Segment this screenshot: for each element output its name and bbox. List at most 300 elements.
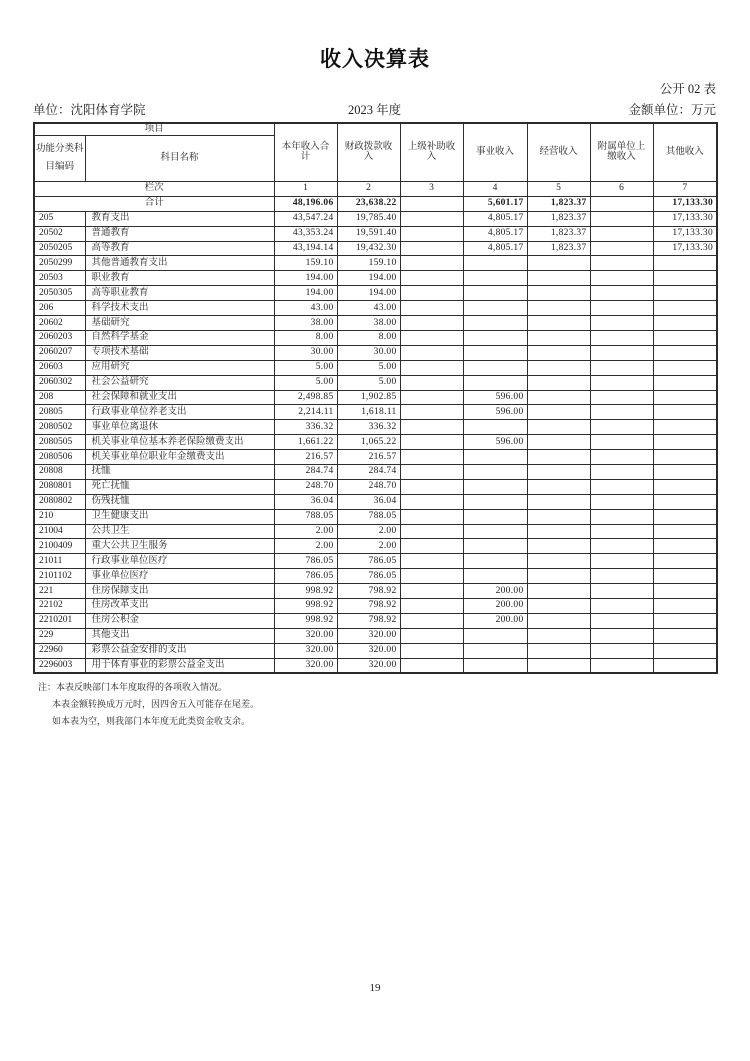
total-value: 1,823.37 <box>527 196 590 211</box>
table-row <box>34 628 717 643</box>
table-row <box>34 479 717 494</box>
row-value <box>653 375 717 390</box>
row-value: 43.00 <box>274 301 337 316</box>
row-value <box>400 316 463 331</box>
row-value <box>527 375 590 390</box>
row-value: 596.00 <box>463 405 527 420</box>
row-value <box>590 226 653 241</box>
row-value: 43.00 <box>337 301 400 316</box>
row-value: 336.32 <box>337 420 400 435</box>
row-value <box>653 554 717 569</box>
row-subject-name: 重大公共卫生服务 <box>85 539 274 554</box>
row-value: 798.92 <box>337 584 400 599</box>
table-body <box>34 196 717 673</box>
note-line: 如本表为空，则我部门本年度无此类资金收支余。 <box>52 715 251 726</box>
row-value <box>590 360 653 375</box>
row-value: 336.32 <box>274 420 337 435</box>
row-value <box>400 375 463 390</box>
table-row <box>34 316 717 331</box>
row-value <box>653 256 717 271</box>
row-value <box>463 494 527 509</box>
row-subject-name: 基础研究 <box>85 316 274 331</box>
row-value <box>590 643 653 658</box>
row-value: 786.05 <box>274 554 337 569</box>
row-value <box>590 390 653 405</box>
row-value: 320.00 <box>337 628 400 643</box>
row-value <box>527 286 590 301</box>
row-value <box>590 569 653 584</box>
row-value <box>653 405 717 420</box>
header-col-superior-subsidy: 上级补助收入 <box>400 123 463 181</box>
row-value <box>463 375 527 390</box>
row-value: 5.00 <box>274 375 337 390</box>
row-value: 194.00 <box>274 271 337 286</box>
header-col-other-income: 其他收入 <box>653 123 717 181</box>
row-subject-name: 职业教育 <box>85 271 274 286</box>
row-value: 2,214.11 <box>274 405 337 420</box>
row-code: 2100409 <box>34 539 85 554</box>
row-value <box>527 256 590 271</box>
row-value: 30.00 <box>274 345 337 360</box>
row-value <box>527 658 590 673</box>
row-code: 2060302 <box>34 375 85 390</box>
row-value <box>527 479 590 494</box>
table-row <box>34 613 717 628</box>
row-value <box>653 420 717 435</box>
row-value: 248.70 <box>274 479 337 494</box>
row-subject-name: 住房改革支出 <box>85 598 274 613</box>
row-value <box>527 435 590 450</box>
row-value: 200.00 <box>463 584 527 599</box>
row-value <box>463 316 527 331</box>
row-code: 2050205 <box>34 241 85 256</box>
row-value <box>590 598 653 613</box>
table-row <box>34 509 717 524</box>
row-value: 2.00 <box>337 524 400 539</box>
row-value: 43,353.24 <box>274 226 337 241</box>
year-label: 2023 年度 <box>347 103 402 117</box>
row-value <box>527 405 590 420</box>
row-value <box>400 256 463 271</box>
row-value <box>653 628 717 643</box>
row-value <box>653 479 717 494</box>
row-value <box>527 301 590 316</box>
table-row <box>34 405 717 420</box>
row-value: 248.70 <box>337 479 400 494</box>
row-value: 4,805.17 <box>463 226 527 241</box>
row-value <box>590 316 653 331</box>
row-value <box>400 539 463 554</box>
row-value: 159.10 <box>337 256 400 271</box>
row-value <box>463 658 527 673</box>
row-value: 38.00 <box>337 316 400 331</box>
column-index-row <box>34 181 717 196</box>
total-value: 5,601.17 <box>463 196 527 211</box>
row-value <box>463 628 527 643</box>
row-value <box>590 554 653 569</box>
row-subject-name: 高等教育 <box>85 241 274 256</box>
row-value <box>527 569 590 584</box>
row-subject-name: 事业单位医疗 <box>85 569 274 584</box>
row-value: 596.00 <box>463 390 527 405</box>
total-value <box>400 196 463 211</box>
table-row <box>34 420 717 435</box>
row-value <box>400 598 463 613</box>
row-value <box>463 524 527 539</box>
table-row <box>34 494 717 509</box>
row-value <box>527 554 590 569</box>
row-subject-name: 机关事业单位基本养老保险缴费支出 <box>85 435 274 450</box>
row-value: 19,432.30 <box>337 241 400 256</box>
row-value: 43,194.14 <box>274 241 337 256</box>
row-value <box>590 256 653 271</box>
row-value <box>527 330 590 345</box>
row-value <box>527 345 590 360</box>
row-value <box>527 494 590 509</box>
page-title: 收入决算表 <box>320 47 430 71</box>
column-index: 7 <box>653 181 717 196</box>
row-value <box>653 494 717 509</box>
row-value <box>590 450 653 465</box>
row-value: 1,823.37 <box>527 226 590 241</box>
row-value <box>527 316 590 331</box>
row-value: 17,133.30 <box>653 226 717 241</box>
column-index-label: 栏次 <box>34 181 274 196</box>
table-row <box>34 598 717 613</box>
row-value: 1,618.11 <box>337 405 400 420</box>
header-col-business-income: 经营收入 <box>527 123 590 181</box>
row-subject-name: 住房公积金 <box>85 613 274 628</box>
row-value: 5.00 <box>337 375 400 390</box>
row-code: 21011 <box>34 554 85 569</box>
column-index: 3 <box>400 181 463 196</box>
row-value: 200.00 <box>463 598 527 613</box>
note-line: 注：本表反映部门本年度取得的各项收入情况。 <box>38 681 228 692</box>
row-code: 20808 <box>34 464 85 479</box>
row-value <box>653 643 717 658</box>
row-value: 798.92 <box>337 613 400 628</box>
row-value <box>400 494 463 509</box>
row-value: 998.92 <box>274 584 337 599</box>
row-value <box>527 464 590 479</box>
row-value <box>400 390 463 405</box>
row-code: 2060207 <box>34 345 85 360</box>
row-value <box>463 509 527 524</box>
row-subject-name: 高等职业教育 <box>85 286 274 301</box>
row-code: 221 <box>34 584 85 599</box>
row-code: 2210201 <box>34 613 85 628</box>
row-subject-name: 彩票公益金安排的支出 <box>85 643 274 658</box>
row-value <box>590 405 653 420</box>
row-value <box>400 301 463 316</box>
row-value <box>400 479 463 494</box>
row-code: 208 <box>34 390 85 405</box>
row-value: 30.00 <box>337 345 400 360</box>
row-value <box>463 420 527 435</box>
table-row <box>34 539 717 554</box>
row-value: 36.04 <box>337 494 400 509</box>
row-value <box>400 345 463 360</box>
row-value <box>527 643 590 658</box>
row-subject-name: 抚恤 <box>85 464 274 479</box>
row-value <box>653 509 717 524</box>
row-value <box>653 539 717 554</box>
row-subject-name: 其他支出 <box>85 628 274 643</box>
row-value: 2,498.85 <box>274 390 337 405</box>
row-value <box>400 211 463 226</box>
row-subject-name: 社会公益研究 <box>85 375 274 390</box>
row-code: 2080502 <box>34 420 85 435</box>
row-value: 17,133.30 <box>653 211 717 226</box>
row-value <box>400 271 463 286</box>
row-value <box>400 658 463 673</box>
row-code: 20805 <box>34 405 85 420</box>
row-subject-name: 行政事业单位医疗 <box>85 554 274 569</box>
total-label: 合计 <box>34 196 274 211</box>
row-value <box>653 598 717 613</box>
row-subject-name: 教育支出 <box>85 211 274 226</box>
row-value: 2.00 <box>274 524 337 539</box>
row-value <box>653 658 717 673</box>
row-code: 2101102 <box>34 569 85 584</box>
row-value <box>590 301 653 316</box>
row-value: 38.00 <box>274 316 337 331</box>
row-value: 320.00 <box>337 658 400 673</box>
row-value: 1,661.22 <box>274 435 337 450</box>
row-value: 596.00 <box>463 435 527 450</box>
row-code: 2080802 <box>34 494 85 509</box>
row-value: 4,805.17 <box>463 211 527 226</box>
row-value <box>590 211 653 226</box>
row-subject-name: 普通教育 <box>85 226 274 241</box>
row-value: 5.00 <box>274 360 337 375</box>
row-subject-name: 住房保障支出 <box>85 584 274 599</box>
row-value: 216.57 <box>337 450 400 465</box>
row-subject-name: 专项技术基础 <box>85 345 274 360</box>
row-value <box>590 524 653 539</box>
row-code: 20502 <box>34 226 85 241</box>
row-value <box>400 286 463 301</box>
row-value: 788.05 <box>274 509 337 524</box>
row-value: 43,547.24 <box>274 211 337 226</box>
table-row <box>34 658 717 673</box>
row-value <box>590 494 653 509</box>
row-value <box>527 613 590 628</box>
row-value <box>463 360 527 375</box>
row-value: 786.05 <box>337 569 400 584</box>
row-value: 320.00 <box>274 658 337 673</box>
row-value: 5.00 <box>337 360 400 375</box>
row-value: 788.05 <box>337 509 400 524</box>
row-value <box>400 360 463 375</box>
form-number-label: 公开 02 表 <box>659 82 716 96</box>
row-value <box>527 509 590 524</box>
revenue-table <box>33 122 718 674</box>
row-value <box>590 286 653 301</box>
column-index: 2 <box>337 181 400 196</box>
row-value <box>590 584 653 599</box>
row-subject-name: 事业单位离退休 <box>85 420 274 435</box>
table-row <box>34 569 717 584</box>
row-value <box>527 420 590 435</box>
row-value <box>527 390 590 405</box>
row-value: 284.74 <box>337 464 400 479</box>
header-subject-name: 科目名称 <box>85 135 274 181</box>
row-value <box>463 539 527 554</box>
row-value: 200.00 <box>463 613 527 628</box>
row-subject-name: 应用研究 <box>85 360 274 375</box>
row-value: 159.10 <box>274 256 337 271</box>
table-row <box>34 554 717 569</box>
row-value <box>653 271 717 286</box>
row-value <box>463 271 527 286</box>
row-value <box>527 584 590 599</box>
table-row <box>34 226 717 241</box>
row-value: 2.00 <box>274 539 337 554</box>
row-code: 2050299 <box>34 256 85 271</box>
row-value <box>400 420 463 435</box>
row-value <box>653 316 717 331</box>
row-subject-name: 公共卫生 <box>85 524 274 539</box>
row-value <box>463 286 527 301</box>
row-value <box>463 464 527 479</box>
row-value: 8.00 <box>274 330 337 345</box>
row-subject-name: 自然科学基金 <box>85 330 274 345</box>
table-header <box>34 123 717 196</box>
table-row <box>34 450 717 465</box>
table-row <box>34 211 717 226</box>
row-value <box>590 464 653 479</box>
row-subject-name: 用于体育事业的彩票公益金支出 <box>85 658 274 673</box>
page-number: 19 <box>369 982 381 994</box>
row-value <box>527 598 590 613</box>
row-subject-name: 其他普通教育支出 <box>85 256 274 271</box>
table-row <box>34 584 717 599</box>
row-value: 1,823.37 <box>527 211 590 226</box>
header-project: 项目 <box>34 123 274 135</box>
row-value <box>590 479 653 494</box>
row-value <box>590 539 653 554</box>
row-value <box>527 360 590 375</box>
row-code: 229 <box>34 628 85 643</box>
row-value <box>653 360 717 375</box>
row-value: 216.57 <box>274 450 337 465</box>
unit-label: 单位：沈阳体育学院 <box>33 103 146 117</box>
row-value <box>590 330 653 345</box>
header-col-total-income: 本年收入合计 <box>274 123 337 181</box>
row-value <box>653 613 717 628</box>
table-row <box>34 375 717 390</box>
row-value <box>590 375 653 390</box>
row-value: 194.00 <box>274 286 337 301</box>
row-code: 2080801 <box>34 479 85 494</box>
row-value <box>653 569 717 584</box>
row-value <box>590 241 653 256</box>
row-value: 36.04 <box>274 494 337 509</box>
row-value: 194.00 <box>337 271 400 286</box>
row-value: 320.00 <box>274 628 337 643</box>
row-value <box>653 345 717 360</box>
row-value <box>527 450 590 465</box>
column-index: 6 <box>590 181 653 196</box>
table-row <box>34 643 717 658</box>
row-value <box>653 301 717 316</box>
row-value <box>463 479 527 494</box>
row-value: 4,805.17 <box>463 241 527 256</box>
column-index: 1 <box>274 181 337 196</box>
row-value <box>463 450 527 465</box>
table-row <box>34 241 717 256</box>
row-value: 284.74 <box>274 464 337 479</box>
row-value <box>653 524 717 539</box>
table-row <box>34 435 717 450</box>
row-code: 206 <box>34 301 85 316</box>
row-code: 2296003 <box>34 658 85 673</box>
row-value <box>463 569 527 584</box>
row-value <box>400 464 463 479</box>
row-value <box>653 390 717 405</box>
row-code: 20503 <box>34 271 85 286</box>
total-value: 48,196.06 <box>274 196 337 211</box>
row-code: 21004 <box>34 524 85 539</box>
row-value <box>653 286 717 301</box>
row-value: 998.92 <box>274 613 337 628</box>
row-value: 19,591.40 <box>337 226 400 241</box>
row-value <box>400 450 463 465</box>
row-subject-name: 科学技术支出 <box>85 301 274 316</box>
amount-unit-label: 金额单位：万元 <box>628 103 717 117</box>
row-subject-name: 死亡抚恤 <box>85 479 274 494</box>
row-value <box>400 569 463 584</box>
row-code: 210 <box>34 509 85 524</box>
row-value: 798.92 <box>337 598 400 613</box>
table-row <box>34 330 717 345</box>
row-value: 1,902.85 <box>337 390 400 405</box>
meta-row <box>33 100 716 118</box>
header-col-operating-income: 事业收入 <box>463 123 527 181</box>
row-code: 20602 <box>34 316 85 331</box>
row-code: 20603 <box>34 360 85 375</box>
footnotes <box>38 683 750 727</box>
total-value: 23,638.22 <box>337 196 400 211</box>
total-value <box>590 196 653 211</box>
row-value <box>527 539 590 554</box>
row-value <box>590 613 653 628</box>
row-value <box>400 613 463 628</box>
row-value <box>400 554 463 569</box>
row-value <box>463 345 527 360</box>
row-subject-name: 卫生健康支出 <box>85 509 274 524</box>
table-row <box>34 271 717 286</box>
row-value: 998.92 <box>274 598 337 613</box>
row-value: 194.00 <box>337 286 400 301</box>
row-value <box>400 643 463 658</box>
header-col-fiscal-appropriation: 财政拨款收入 <box>337 123 400 181</box>
table-row <box>34 360 717 375</box>
row-value <box>590 271 653 286</box>
row-value <box>400 330 463 345</box>
total-value: 17,133.30 <box>653 196 717 211</box>
table-row <box>34 286 717 301</box>
row-code: 2080506 <box>34 450 85 465</box>
row-value <box>653 450 717 465</box>
table-row <box>34 464 717 479</box>
row-value <box>590 435 653 450</box>
row-value <box>400 584 463 599</box>
row-value <box>590 420 653 435</box>
table-row <box>34 256 717 271</box>
column-index: 4 <box>463 181 527 196</box>
